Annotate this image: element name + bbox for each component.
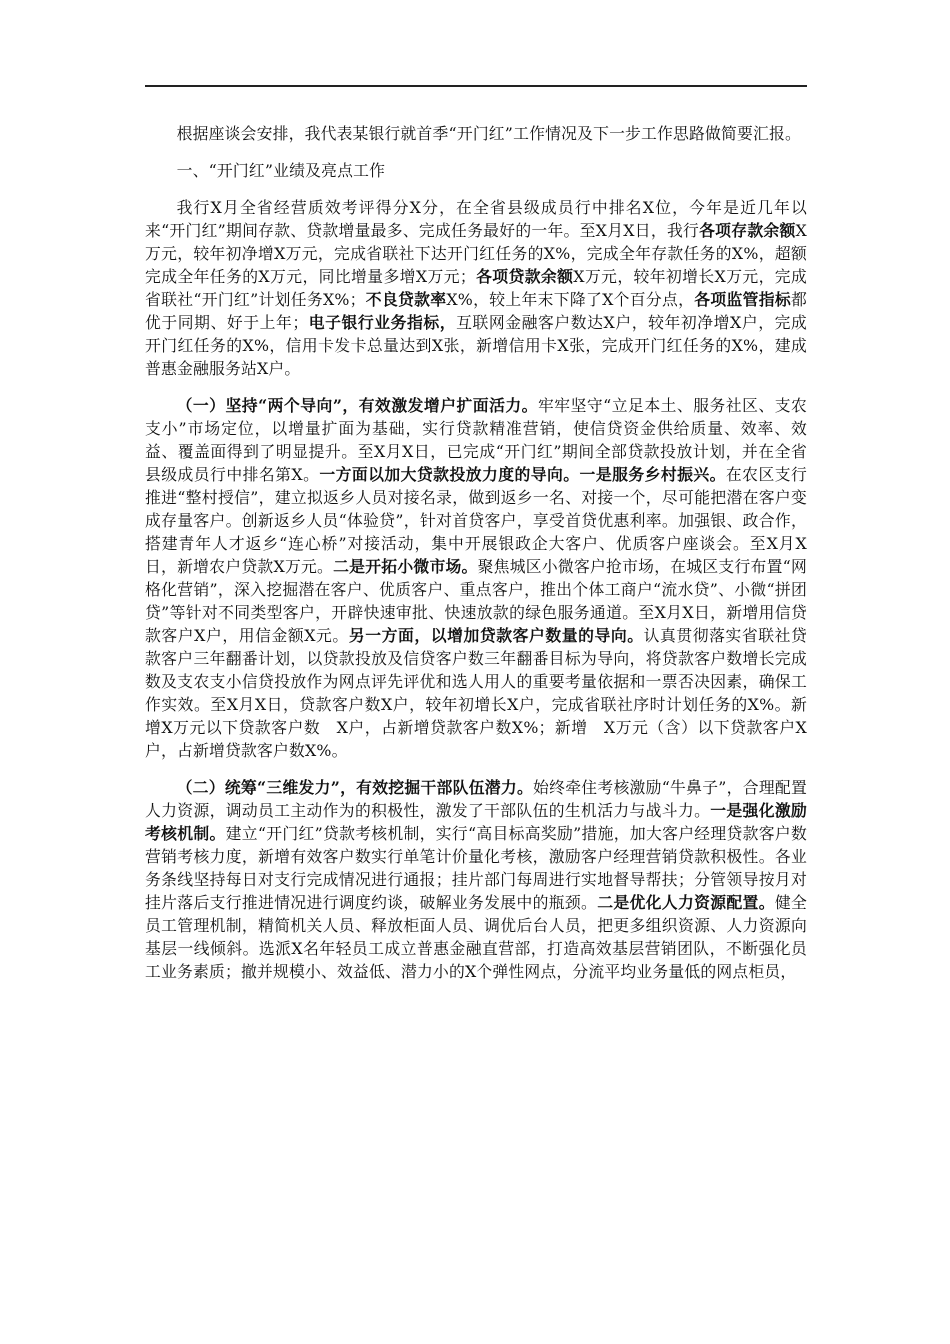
- document-body: [145, 122, 807, 997]
- subsection-2-paragraph: （二）统筹“三维发力”，有效挖掘干部队伍潜力。始终牵住考核激励“牛鼻子”，合理配置人力资源，调动员工主动作为的积极性，激发了干部队伍的生机活力与战斗力。一是强化激励考核机制。建立“开门红”贷款考核机制，实行“高目标高奖励”措施，加大客户经理贷款客户数营销考核力度，新增有效客户数实行单笔计价量化考核，激励客户经理营销贷款积极性。各业务条线坚持每日对支行完成情况进行通报；挂片部门每周进行实地督导帮扶；分管领导按月对挂片落后支行推进情况进行调度约谈，破解业务发展中的瓶颈。二是优化人力资源配置。健全员工管理机制，精简机关人员、释放柜面人员、调优后台人员，把更多组织资源、人力资源向基层一线倾斜。选派X名年轻员工成立普惠金融直营部，打造高效基层营销团队，不断强化员工业务素质；撤并规模小、效益低、潜力小的X个弹性网点，分流平均业务量低的网点柜员，: [145, 778, 808, 981]
- header-rule: [145, 85, 807, 87]
- intro-paragraph: 根据座谈会安排，我代表某银行就首季“开门红”工作情况及下一步工作思路做简要汇报。: [176, 124, 802, 143]
- performance-paragraph: 我行X月全省经营质效考评得分X分，在全省县级成员行中排名X位，今年是近几年以来“开门红”期间存款、贷款增量最多、完成任务最好的一年。至X月X日，我行各项存款余额X万元，较年初净增X万元，完成省联社下达开门红任务的X%，完成全年存款任务的X%，超额完成全年任务的X万元，同比增量多增X万元；各项贷款余额X万元，较年初增长X万元，完成省联社“开门红”计划任务X%；不良贷款率X%，较上年末下降了X个百分点，各项监管指标都优于同期、好于上年；电子银行业务指标，互联网金融客户数达X户，较年初净增X户，完成开门红任务的X%，信用卡发卡总量达到X张，新增信用卡X张，完成开门红任务的X%，建成普惠金融服务站X户。: [145, 198, 807, 378]
- subsection-1-paragraph: （一）坚持“两个导向”，有效激发增户扩面活力。牢牢坚守“立足本土、服务社区、支农支小”市场定位，以增量扩面为基础，实行贷款精准营销，使信贷资金供给质量、效率、效益、覆盖面得到了明显提升。至X月X日，已完成“开门红”期间全部贷款投放计划，并在全省县级成员行中排名第X。一方面以加大贷款投放力度的导向。一是服务乡村振兴。在农区支行推进“整村授信”，建立拟返乡人员对接名录，做到返乡一名、对接一个，尽可能把潜在客户变成存量客户。创新返乡人员“体验贷”，针对首贷客户，享受首贷优惠利率。加强银、政合作，搭建青年人才返乡“连心桥”对接活动，集中开展银政企大客户、优质客户座谈会。至X月X日，新增农户贷款X万元。二是开拓小微市场。聚焦城区小微客户抢市场，在城区支行布置“网格化营销”，深入挖掘潜在客户、优质客户、重点客户，推出个体工商户“流水贷”、小微“拼团贷”等针对不同类型客户，开辟快速审批、快速放款的绿色服务通道。至X月X日，新增用信贷款客户X户，用信金额X元。另一方面，以增加贷款客户数量的导向。认真贯彻落实省联社贷款客户三年翻番计划，以贷款投放及信贷客户数三年翻番目标为导向，将贷款客户数增长完成数及支农支小信贷投放作为网点评先评优和选人用人的重要考量依据和一票否决因素，确保工作实效。至X月X日，贷款客户数X户，较年初增长X户，完成省联社序时计划任务的X%。新增X万元以下贷款客户数 X户，占新增贷款客户数X%；新增 X万元（含）以下贷款客户X户，占新增贷款客户数X%。: [145, 396, 807, 760]
- section-heading: 一、“开门红”业绩及亮点工作: [176, 161, 386, 180]
